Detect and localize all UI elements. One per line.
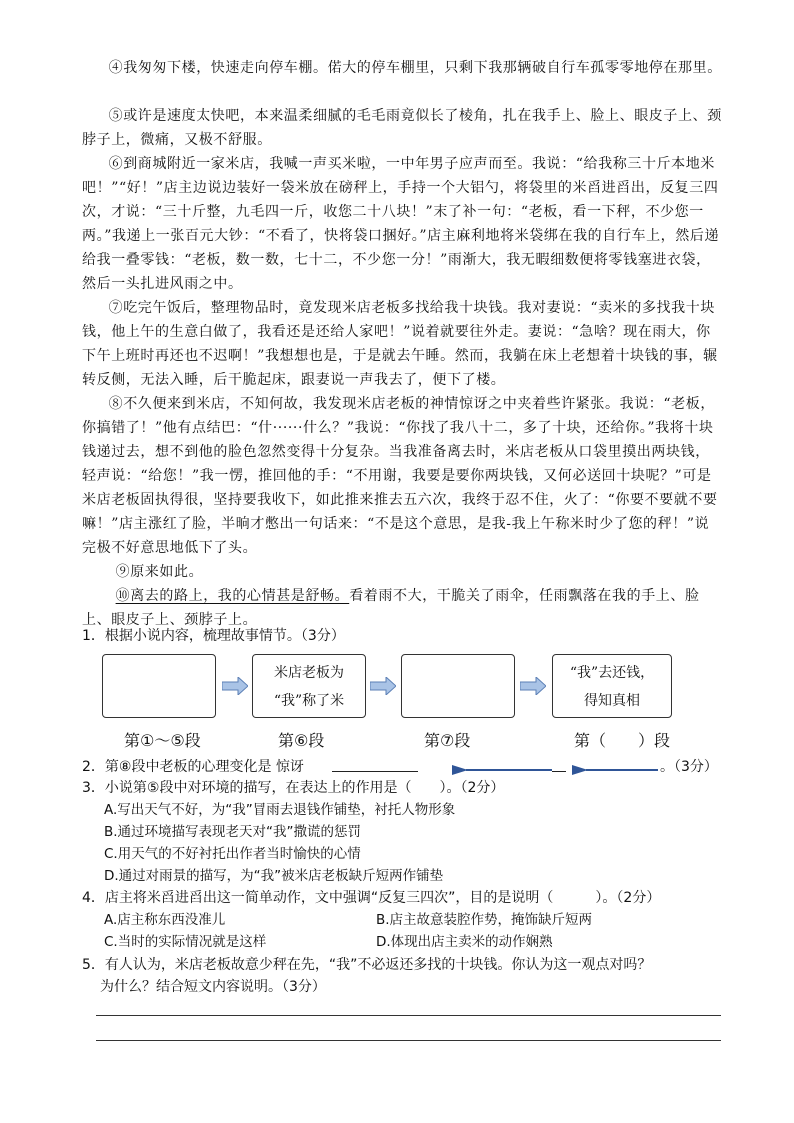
paragraph-10 xyxy=(82,584,722,632)
question-4: 4．店主将米舀进舀出这一简单动作，文中强调“反复三四次”，目的是说明（ ）。（2分） xyxy=(82,890,661,906)
paragraph-7: ⑦吃完午饭后，整理物品时，竟发现米店老板多找给我十块钱。我对妻说：“卖米的多找我十块钱，他上午的生意白做了，我看还是还给人家吧！”说着就要往外走。妻说：“急啥？现在雨大，你下午上班时再还也不迟啊！”我想想也是，于是就去午睡。然而，我躺在床上老想着十块钱的事，辗转反侧，无法入睡，后干脆起床，跟妻说一声我去了，便下了楼。 xyxy=(82,300,718,388)
answer-blank-1[interactable] xyxy=(332,771,418,772)
q4-option-c[interactable]: C.当时的实际情况就是这样 xyxy=(104,934,267,950)
answer-line-2[interactable] xyxy=(96,1040,721,1041)
plot-box-4 xyxy=(552,654,672,718)
plot-box-4-line-2: 得知真相 xyxy=(584,693,640,709)
flow-arrow-icon xyxy=(520,677,546,695)
plot-box-2-line-1: 米店老板为 xyxy=(274,665,344,681)
question-2-suffix: 。（3分） xyxy=(660,759,718,775)
q3-option-d[interactable]: D.通过对雨景的描写，为“我”被米店老板缺斤短两作铺垫 xyxy=(104,868,444,884)
q4-option-b[interactable]: B.店主故意装腔作势，掩饰缺斤短两 xyxy=(376,912,593,928)
segment-label-2: 第⑥段 xyxy=(278,731,325,750)
answer-line-1[interactable] xyxy=(96,1015,721,1016)
segment-label-4: 第（ ）段 xyxy=(574,731,671,750)
paragraph-10-rest: 看着雨不大，干脆关了雨伞，任雨飘落在我的手上、脸上、眼皮子上、颈脖子上。 xyxy=(82,588,700,628)
paragraph-9: ⑨原来如此。 xyxy=(115,564,204,580)
underlined-sentence: ⑩离去的路上，我的心情甚是舒畅。 xyxy=(115,588,350,604)
paragraph-8: ⑧不久便来到米店，不知何故，我发现米店老板的神情惊讶之中夹着些许紧张。我说：“老板，你搞错了！”他有点结巴：“什······什么？”我说：“你找了我八十二，多了十块，还给你。”我将十块钱递过去，想不到他的脸色忽然变得十分复杂。当我准备离去时，米店老板从口袋里摸出两块钱，轻声说：“给您！”我一愣，推回他的手：“不用谢，我要是要你两块钱，又何必送回十块呢？”可是米店老板固执得很，坚持要我收下，如此推来推去五六次，我终于忍不住，火了：“你要不要就不要嘛！”店主涨红了脸，半晌才憋出一句话来：“不是这个意思，是我-我上午称米时少了您的秤！”说完极不好意思地低下了头。 xyxy=(82,396,718,556)
question-1: 1．根据小说内容，梳理故事情节。（3分） xyxy=(82,628,345,644)
q3-option-a[interactable]: A.写出天气不好，为“我”冒雨去退钱作铺垫，衬托人物形象 xyxy=(104,802,456,818)
q3-option-c[interactable]: C.用天气的不好衬托出作者当时愉快的心情 xyxy=(104,846,361,862)
flow-arrow-icon xyxy=(222,677,248,695)
flow-arrow-icon xyxy=(370,677,396,695)
question-5-line-2: 为什么？结合短文内容说明。（3分） xyxy=(100,979,326,995)
segment-label-1: 第①～⑤段 xyxy=(124,731,201,750)
q3-option-b[interactable]: B.通过环境描写表现老天对“我”撒谎的惩罚 xyxy=(104,824,362,840)
arrow-right-icon xyxy=(452,763,552,777)
q4-option-a[interactable]: A.店主称东西没准儿 xyxy=(104,912,226,928)
question-3: 3．小说第⑤段中对环境的描写，在表达上的作用是（ ）。（2分） xyxy=(82,780,505,796)
paragraph-5: ⑤或许是速度太快吧，本来温柔细腻的毛毛雨竟似长了棱角，扎在我手上、脸上、眼皮子上、颈脖子上，微痛，又极不舒服。 xyxy=(82,108,722,148)
arrow-right-icon xyxy=(572,763,658,777)
paragraph-4: ④我匆匆下楼，快速走向停车棚。偌大的停车棚里，只剩下我那辆破自行车孤零零地停在那里。 xyxy=(108,60,722,76)
plot-box-3[interactable] xyxy=(401,654,515,718)
question-2: 2．第⑧段中老板的心理变化是 惊讶 xyxy=(82,759,304,775)
segment-label-3: 第⑦段 xyxy=(424,731,471,750)
question-5-line-1: 5．有人认为，米店老板故意少秤在先，“我”不必返还多找的十块钱。你认为这一观点对吗？ xyxy=(82,957,652,973)
q4-option-d[interactable]: D.体现出店主卖米的动作娴熟 xyxy=(376,934,553,950)
answer-blank-2[interactable] xyxy=(552,771,566,772)
paragraph-6: ⑥到商城附近一家米店，我喊一声买米啦，一中年男子应声而至。我说：“给我称三十斤本地米吧！”“好！”店主边说边装好一袋米放在磅秤上，手持一个大铝勺，将袋里的米舀进舀出，反复三四次，才说：“三十斤整，九毛四一斤，收您二十八块！”末了补一句：“老板，看一下秤，不少您一两。”我递上一张百元大钞：“不看了，快将袋口捆好。”店主麻利地将米袋绑在我的自行车上，然后递给我一叠零钱：“老板，数一数，七十二，不少您一分！”雨渐大，我无暇细数便将零钱塞进衣袋，然后一头扎进风雨之中。 xyxy=(82,156,720,292)
plot-box-4-line-1: “我”去还钱， xyxy=(569,665,655,681)
plot-box-1[interactable] xyxy=(102,654,216,718)
plot-box-2 xyxy=(252,654,366,718)
plot-box-2-line-2: “我”称了米 xyxy=(273,693,345,709)
